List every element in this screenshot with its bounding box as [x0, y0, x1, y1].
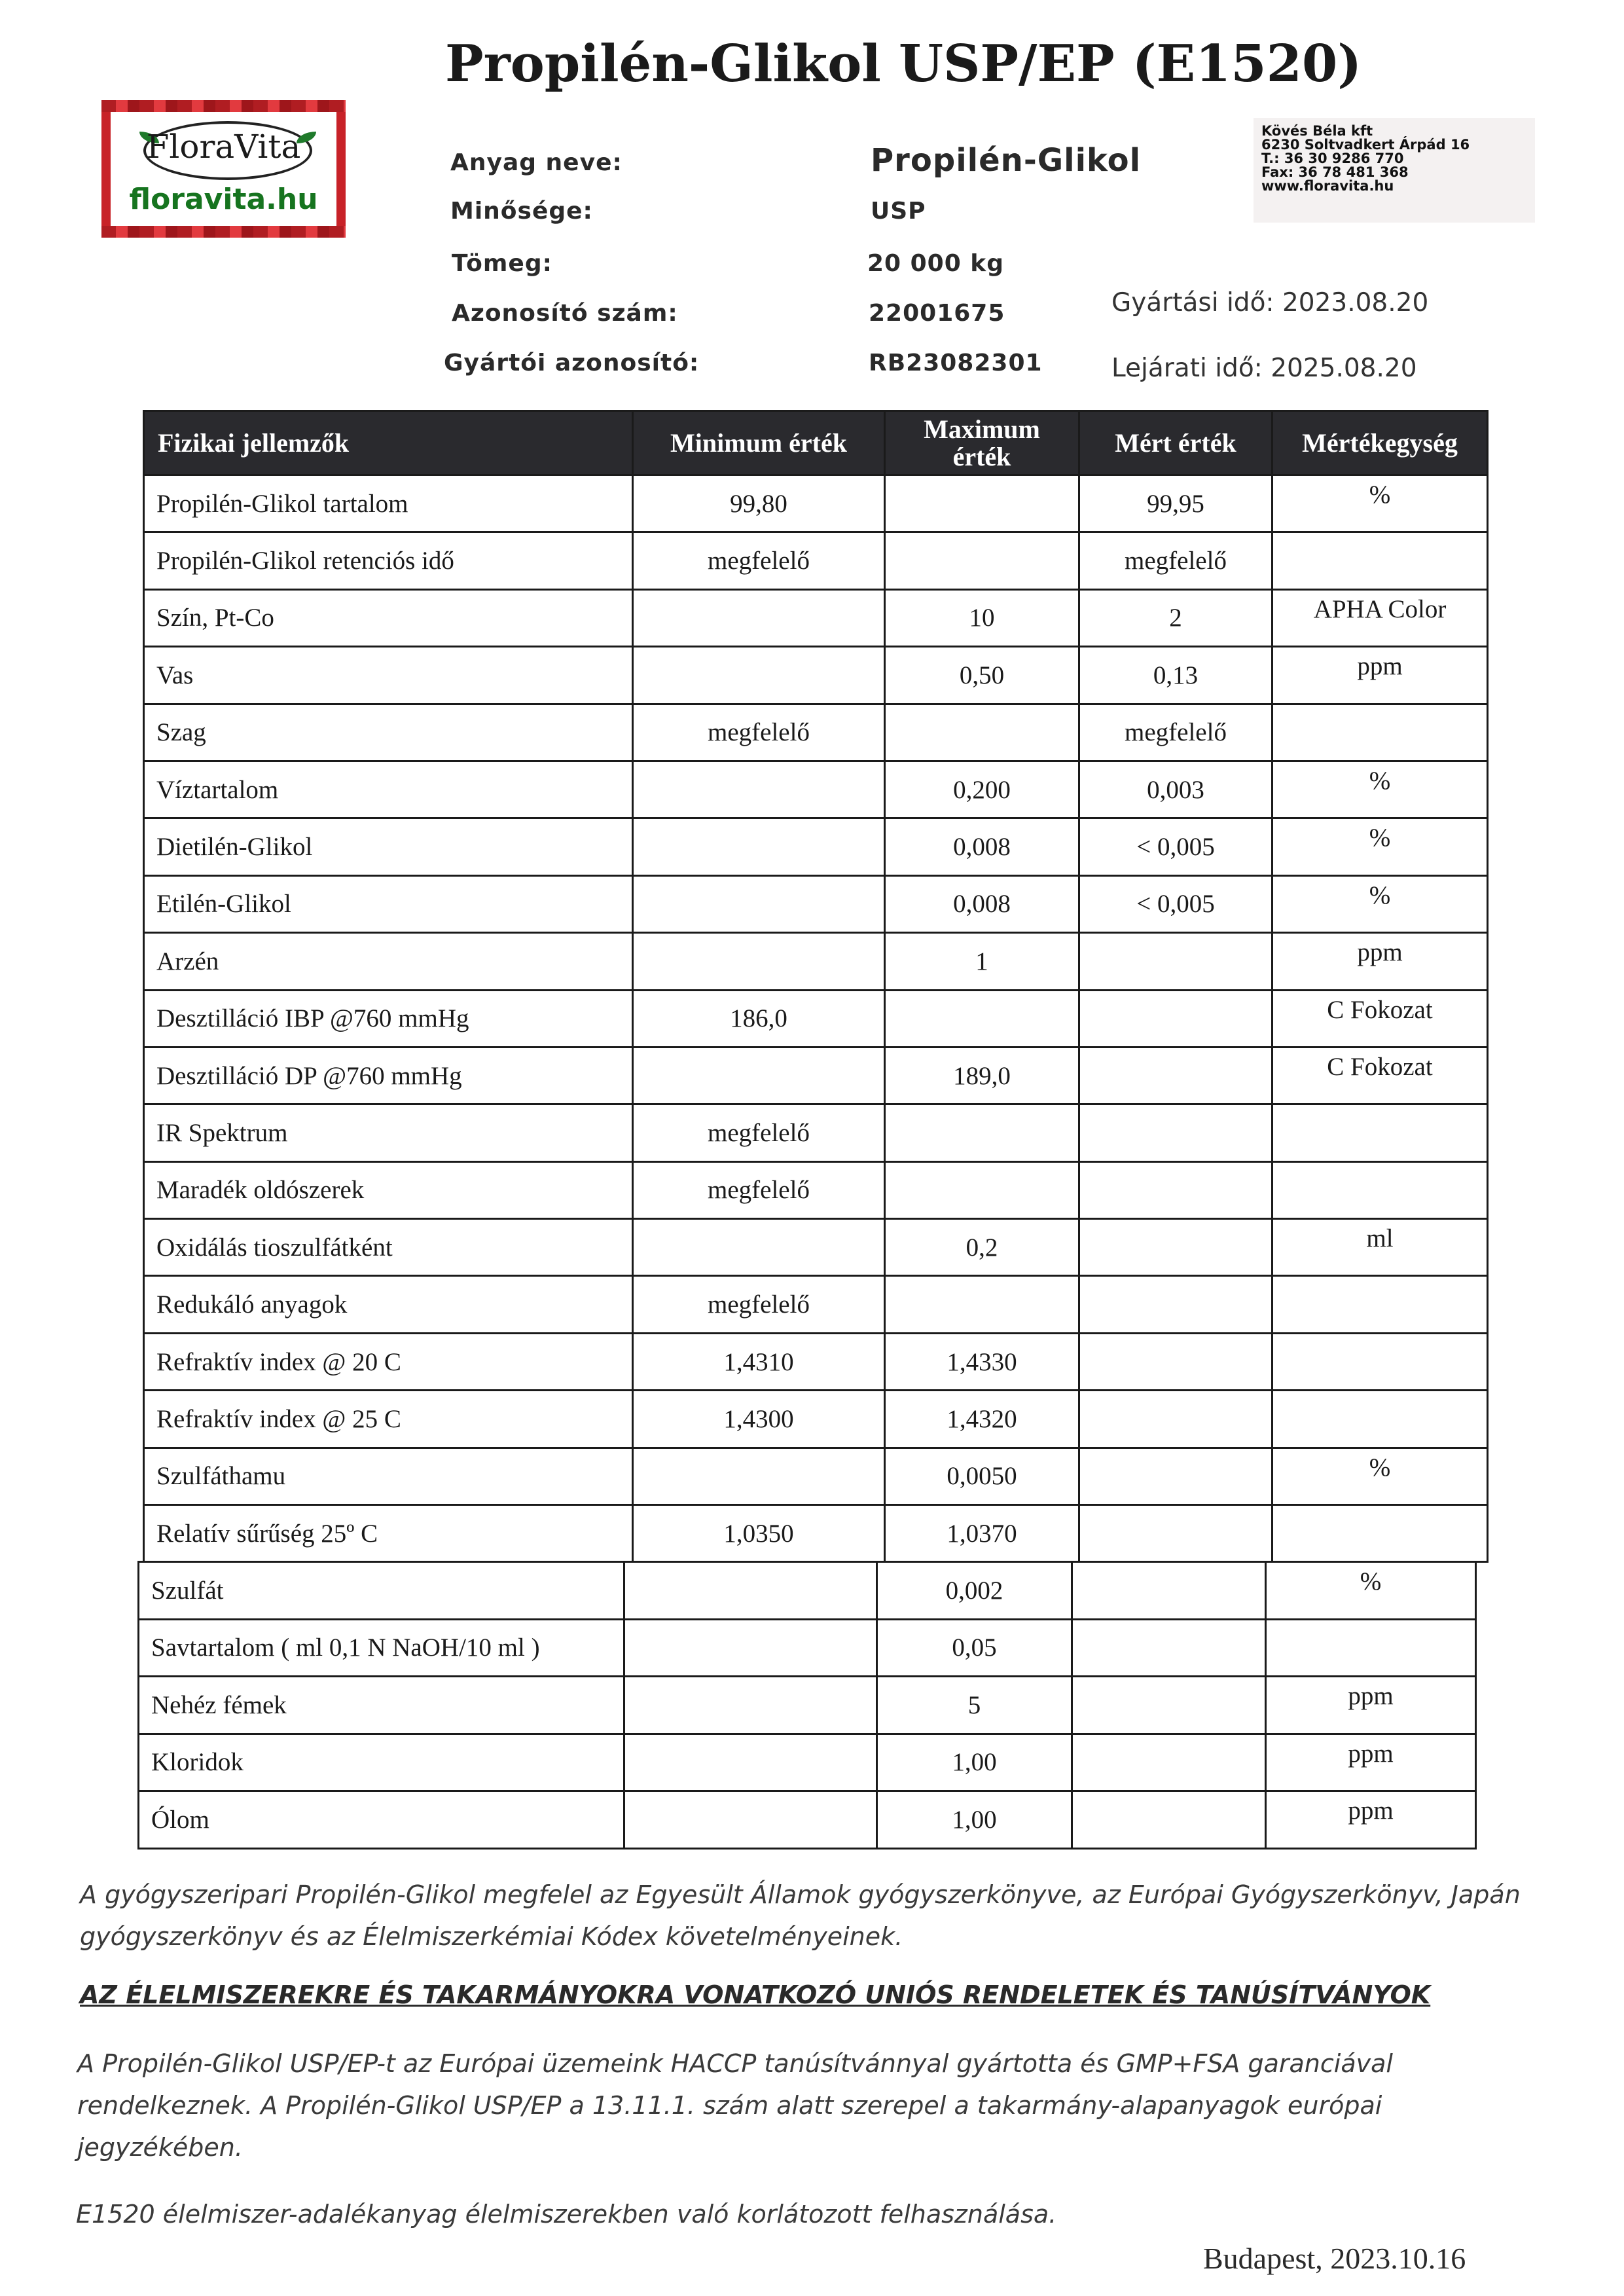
unit-value: % — [1272, 475, 1488, 532]
measured-value — [1072, 1562, 1266, 1620]
header-minimum: Minimum érték — [633, 411, 885, 475]
property-name: Propilén-Glikol retenciós idő — [144, 532, 633, 589]
logo-top-band — [101, 100, 346, 112]
minimum-value: megfelelő — [633, 1276, 885, 1333]
maximum-value — [885, 475, 1079, 532]
info-value: USP — [871, 198, 926, 225]
stamp-line: www.floravita.hu — [1261, 178, 1394, 194]
table-header-row — [144, 411, 1488, 475]
table-row — [144, 990, 1488, 1047]
company-stamp — [1254, 118, 1535, 223]
property-name: Ólom — [139, 1791, 624, 1849]
measured-value — [1079, 1276, 1272, 1333]
maximum-value: 1,4320 — [885, 1391, 1079, 1448]
measured-value: megfelelő — [1079, 704, 1272, 761]
usage-note: E1520 élelmiszer-adalékanyag élelmiszerekben való korlátozott felhasználása. — [76, 2200, 1057, 2229]
maximum-value: 10 — [885, 589, 1079, 646]
table-row — [139, 1677, 1476, 1734]
table-row — [144, 1505, 1488, 1562]
minimum-value — [633, 818, 885, 875]
place-and-date: Budapest, 2023.10.16 — [1203, 2242, 1466, 2275]
unit-value — [1266, 1619, 1476, 1677]
info-value: Propilén-Glikol — [871, 142, 1142, 179]
measured-value — [1079, 1047, 1272, 1104]
compliance-line: gyógyszerkönyv és az Élelmiszerkémiai Kódex követelményeinek. — [80, 1922, 903, 1951]
property-name: Vas — [144, 647, 633, 704]
unit-value: % — [1272, 761, 1488, 818]
header-maximum-label: Maximum érték — [924, 414, 1040, 471]
unit-value — [1272, 704, 1488, 761]
maximum-value — [885, 1161, 1079, 1218]
measured-value — [1079, 933, 1272, 990]
expiry-date: Lejárati idő: 2025.08.20 — [1111, 354, 1417, 383]
minimum-value: megfelelő — [633, 1104, 885, 1161]
unit-value — [1272, 532, 1488, 589]
table-row — [139, 1791, 1476, 1849]
property-name: Savtartalom ( ml 0,1 N NaOH/10 ml ) — [139, 1619, 624, 1677]
stamp-line: Fax: 36 78 481 368 — [1261, 164, 1409, 180]
certification-line: jegyzékében. — [77, 2133, 243, 2162]
minimum-value: megfelelő — [633, 1161, 885, 1218]
regulations-heading: AZ ÉLELMISZEREKRE ÉS TAKARMÁNYOKRA VONATKOZÓ UNIÓS RENDELETEK ÉS TANÚSÍTVÁNYOK — [80, 1980, 1431, 2009]
minimum-value — [633, 761, 885, 818]
maximum-value — [885, 1104, 1079, 1161]
unit-value: C Fokozat — [1272, 1047, 1488, 1104]
measured-value — [1079, 1104, 1272, 1161]
maximum-value: 0,002 — [877, 1562, 1072, 1620]
minimum-value — [633, 1219, 885, 1276]
unit-value — [1272, 1505, 1488, 1562]
table-row — [144, 1448, 1488, 1504]
maximum-value — [885, 990, 1079, 1047]
maximum-value — [885, 532, 1079, 589]
minimum-value — [624, 1562, 877, 1620]
table-row — [144, 1391, 1488, 1448]
property-name: Desztilláció IBP @760 mmHg — [144, 990, 633, 1047]
table-row — [144, 475, 1488, 532]
maximum-value — [885, 1276, 1079, 1333]
logo-url: floravita.hu — [129, 183, 318, 216]
table-row — [144, 1161, 1488, 1218]
measured-value — [1079, 1219, 1272, 1276]
certification-statement — [77, 2043, 1583, 2168]
measured-value — [1079, 1448, 1272, 1504]
spec-table-continued-body — [139, 1562, 1476, 1849]
measured-value — [1079, 1333, 1272, 1390]
table-row — [139, 1562, 1476, 1620]
maximum-value: 0,008 — [885, 818, 1079, 875]
unit-value — [1272, 1161, 1488, 1218]
property-name: Relatív sűrűség 25º C — [144, 1505, 633, 1562]
info-label: Minősége: — [450, 198, 593, 225]
minimum-value: 1,0350 — [633, 1505, 885, 1562]
property-name: Nehéz fémek — [139, 1677, 624, 1734]
measured-value — [1079, 990, 1272, 1047]
spec-table-body — [144, 475, 1488, 1562]
compliance-statement — [80, 1874, 1585, 1958]
measured-value — [1072, 1791, 1266, 1849]
production-date: Gyártási idő: 2023.08.20 — [1111, 288, 1429, 318]
property-name: Kloridok — [139, 1734, 624, 1791]
property-name: Dietilén-Glikol — [144, 818, 633, 875]
table-row — [144, 704, 1488, 761]
minimum-value — [624, 1677, 877, 1734]
info-label: Tömeg: — [452, 250, 553, 277]
logo-bottom-band — [101, 226, 346, 238]
maximum-value: 1,0370 — [885, 1505, 1079, 1562]
maximum-value: 0,0050 — [885, 1448, 1079, 1504]
table-row — [144, 933, 1488, 990]
table-row — [144, 532, 1488, 589]
table-row — [144, 875, 1488, 932]
stamp-line: Kövés Béla kft — [1261, 123, 1373, 139]
property-name: Redukáló anyagok — [144, 1276, 633, 1333]
property-name: Arzén — [144, 933, 633, 990]
unit-value: ml — [1272, 1219, 1488, 1276]
header-measured: Mért érték — [1079, 411, 1272, 475]
logo-panel — [111, 112, 336, 226]
minimum-value — [633, 875, 885, 932]
property-name: Maradék oldószerek — [144, 1161, 633, 1218]
table-row — [144, 761, 1488, 818]
property-name: Refraktív index @ 20 C — [144, 1333, 633, 1390]
unit-value: ppm — [1266, 1791, 1476, 1849]
table-row — [139, 1734, 1476, 1791]
table-row — [144, 1047, 1488, 1104]
unit-value: ppm — [1266, 1677, 1476, 1734]
measured-value: < 0,005 — [1079, 818, 1272, 875]
measured-value — [1079, 1505, 1272, 1562]
spec-table-continued — [137, 1561, 1477, 1850]
unit-value — [1272, 1391, 1488, 1448]
minimum-value — [624, 1791, 877, 1849]
table-row — [144, 1333, 1488, 1390]
info-label: Gyártói azonosító: — [444, 350, 700, 376]
minimum-value: megfelelő — [633, 704, 885, 761]
spec-table — [143, 410, 1489, 1563]
measured-value — [1072, 1734, 1266, 1791]
measured-value: megfelelő — [1079, 532, 1272, 589]
measured-value: 2 — [1079, 589, 1272, 646]
measured-value: 99,95 — [1079, 475, 1272, 532]
property-name: Refraktív index @ 25 C — [144, 1391, 633, 1448]
header-maximum — [885, 411, 1079, 475]
measured-value: 0,003 — [1079, 761, 1272, 818]
unit-value: ppm — [1266, 1734, 1476, 1791]
unit-value: % — [1272, 818, 1488, 875]
info-value: RB23082301 — [869, 350, 1043, 376]
minimum-value — [624, 1619, 877, 1677]
property-name: Szag — [144, 704, 633, 761]
table-row — [144, 1276, 1488, 1333]
header-unit: Mértékegység — [1272, 411, 1488, 475]
table-row — [139, 1619, 1476, 1677]
info-value: 20 000 kg — [867, 250, 1005, 277]
unit-value — [1272, 1333, 1488, 1390]
measured-value — [1079, 1391, 1272, 1448]
property-name: Etilén-Glikol — [144, 875, 633, 932]
maximum-value: 0,2 — [885, 1219, 1079, 1276]
unit-value: % — [1272, 1448, 1488, 1504]
logo-brand: FloraVita — [146, 128, 301, 166]
unit-value: % — [1266, 1562, 1476, 1620]
property-name: IR Spektrum — [144, 1104, 633, 1161]
measured-value: 0,13 — [1079, 647, 1272, 704]
minimum-value: megfelelő — [633, 532, 885, 589]
minimum-value: 1,4300 — [633, 1391, 885, 1448]
info-value: 22001675 — [869, 300, 1005, 327]
measured-value — [1072, 1677, 1266, 1734]
maximum-value: 0,008 — [885, 875, 1079, 932]
maximum-value: 1,4330 — [885, 1333, 1079, 1390]
maximum-value: 0,200 — [885, 761, 1079, 818]
property-name: Szulfát — [139, 1562, 624, 1620]
minimum-value — [633, 647, 885, 704]
maximum-value: 189,0 — [885, 1047, 1079, 1104]
minimum-value — [633, 933, 885, 990]
unit-value: ppm — [1272, 933, 1488, 990]
unit-value — [1272, 1104, 1488, 1161]
property-name: Desztilláció DP @760 mmHg — [144, 1047, 633, 1104]
table-row — [144, 647, 1488, 704]
minimum-value: 99,80 — [633, 475, 885, 532]
stamp-line: 6230 Soltvadkert Árpád 16 — [1261, 137, 1470, 153]
maximum-value: 1 — [885, 933, 1079, 990]
minimum-value — [624, 1734, 877, 1791]
property-name: Szín, Pt-Co — [144, 589, 633, 646]
table-row — [144, 818, 1488, 875]
unit-value: APHA Color — [1272, 589, 1488, 646]
measured-value — [1072, 1619, 1266, 1677]
maximum-value: 1,00 — [877, 1791, 1072, 1849]
certification-line: rendelkeznek. A Propilén-Glikol USP/EP a 13.11.1. szám alatt szerepel a takarmány-alapanyagok európai — [77, 2091, 1382, 2120]
minimum-value — [633, 1047, 885, 1104]
maximum-value: 5 — [877, 1677, 1072, 1734]
minimum-value — [633, 589, 885, 646]
floravita-logo — [101, 100, 346, 238]
property-name: Oxidálás tioszulfátként — [144, 1219, 633, 1276]
measured-value — [1079, 1161, 1272, 1218]
minimum-value — [633, 1448, 885, 1504]
minimum-value: 1,4310 — [633, 1333, 885, 1390]
property-name: Szulfáthamu — [144, 1448, 633, 1504]
property-name: Propilén-Glikol tartalom — [144, 475, 633, 532]
maximum-value — [885, 704, 1079, 761]
compliance-line: A gyógyszeripari Propilén-Glikol megfelel az Egyesült Államok gyógyszerkönyve, az Európai Gyógyszerkönyv, Japán — [80, 1880, 1521, 1909]
measured-value: < 0,005 — [1079, 875, 1272, 932]
table-row — [144, 1219, 1488, 1276]
minimum-value: 186,0 — [633, 990, 885, 1047]
table-row — [144, 589, 1488, 646]
property-name: Víztartalom — [144, 761, 633, 818]
info-label: Anyag neve: — [450, 149, 623, 176]
stamp-line: T.: 36 30 9286 770 — [1261, 151, 1404, 166]
table-row — [144, 1104, 1488, 1161]
unit-value — [1272, 1276, 1488, 1333]
info-label: Azonosító szám: — [452, 300, 678, 327]
maximum-value: 1,00 — [877, 1734, 1072, 1791]
certification-line: A Propilén-Glikol USP/EP-t az Európai üzemeink HACCP tanúsítvánnyal gyártotta és GMP+FSA garanciával — [77, 2049, 1393, 2078]
document-title: Propilén-Glikol USP/EP (E1520) — [445, 34, 1362, 94]
header-property: Fizikai jellemzők — [144, 411, 633, 475]
unit-value: % — [1272, 875, 1488, 932]
unit-value: ppm — [1272, 647, 1488, 704]
maximum-value: 0,50 — [885, 647, 1079, 704]
unit-value: C Fokozat — [1272, 990, 1488, 1047]
maximum-value: 0,05 — [877, 1619, 1072, 1677]
